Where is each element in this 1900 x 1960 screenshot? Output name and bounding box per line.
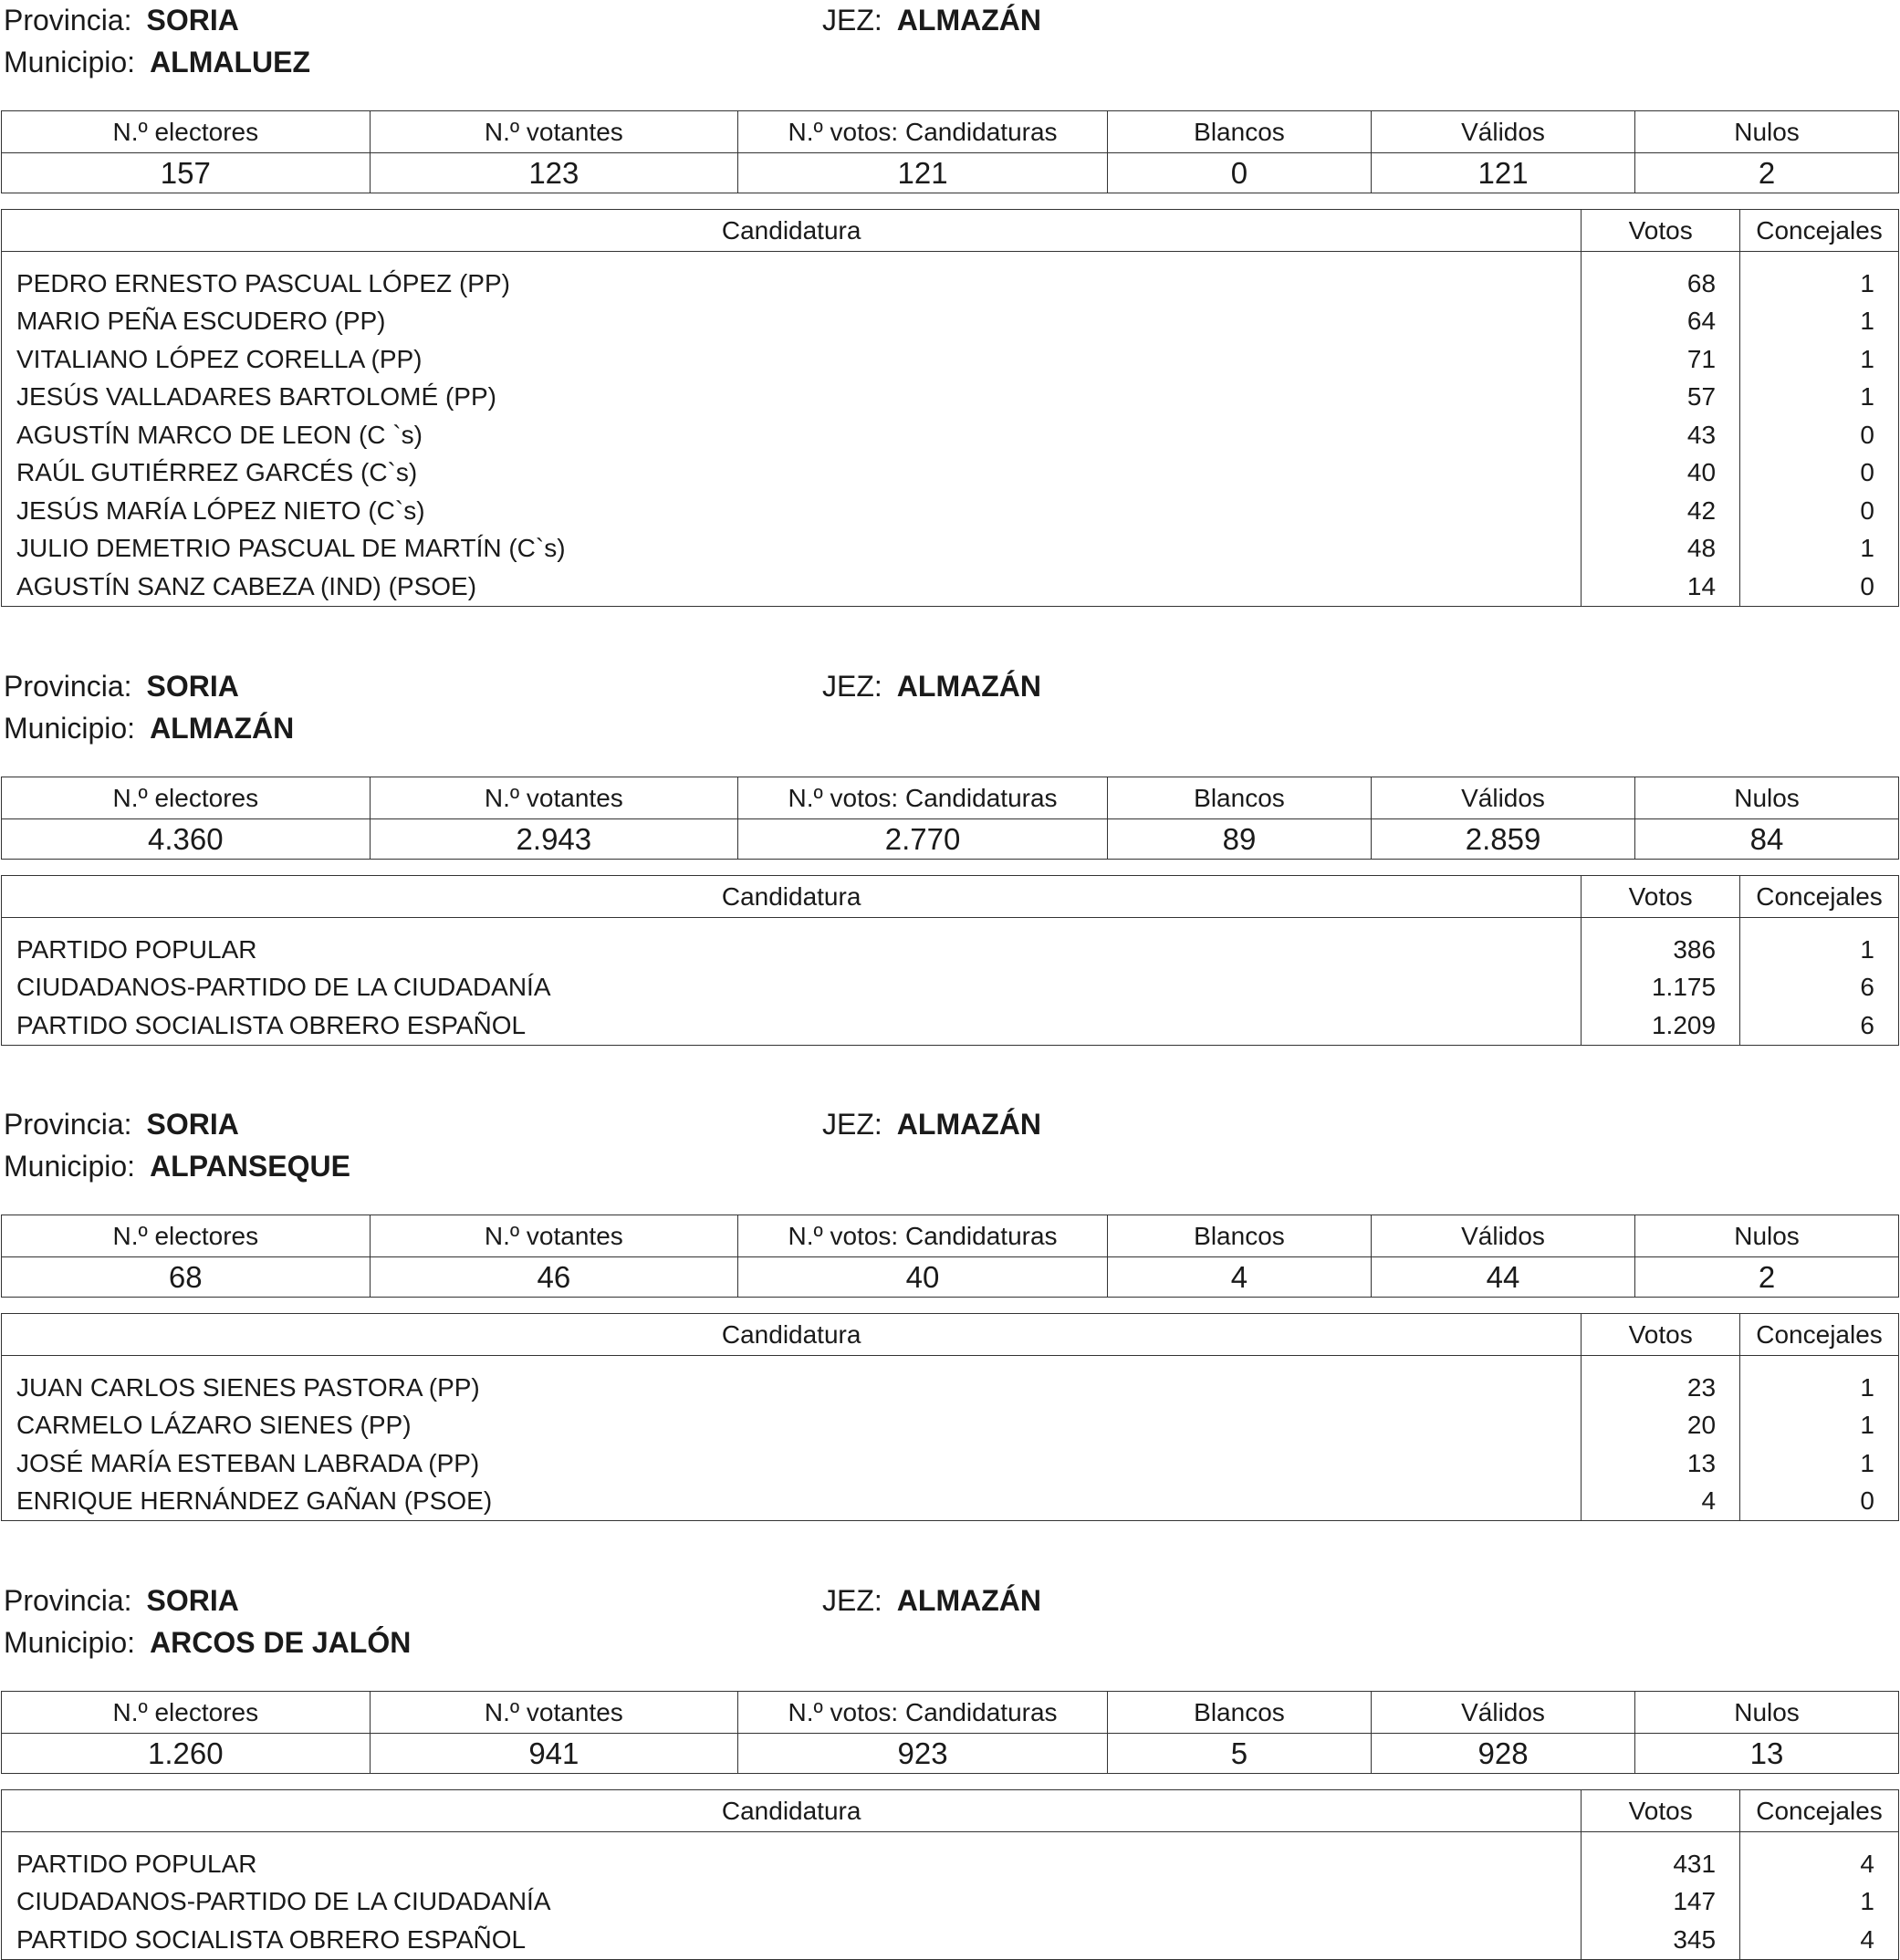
candidate-seats: 4: [1740, 1832, 1899, 1883]
candidate-votes: 57: [1582, 379, 1740, 417]
candidate-seats: 1: [1740, 1356, 1899, 1407]
jez-line: [822, 4, 1041, 36]
table-row: [2, 969, 1899, 1007]
summary-value-electores: 157: [2, 153, 371, 193]
municipio-value: ARCOS DE JALÓN: [150, 1626, 412, 1659]
summary-value-votos_cand: 923: [738, 1734, 1108, 1774]
table-row: [2, 1444, 1899, 1483]
summary-value-votos_cand: 121: [738, 153, 1108, 193]
column-header-candidatura: Candidatura: [2, 1790, 1582, 1832]
table-row: [2, 454, 1899, 493]
summary-header-validos: Válidos: [1372, 111, 1635, 153]
jez-line: [822, 1584, 1041, 1617]
summary-value-validos: 121: [1372, 153, 1635, 193]
summary-value-nulos: 2: [1635, 1257, 1899, 1298]
municipio-value: ALMALUEZ: [150, 46, 311, 78]
candidate-seats: 1: [1740, 379, 1899, 417]
column-header-concejales: Concejales: [1740, 876, 1899, 918]
summary-header-votantes: N.º votantes: [370, 1215, 738, 1257]
candidate-votes: 13: [1582, 1444, 1740, 1483]
provincia-line: [4, 1108, 239, 1141]
table-row: [2, 1483, 1899, 1521]
candidate-name: JESÚS VALLADARES BARTOLOMÉ (PP): [2, 379, 1582, 417]
candidate-name: JOSÉ MARÍA ESTEBAN LABRADA (PP): [2, 1444, 1582, 1483]
candidate-votes: 4: [1582, 1483, 1740, 1521]
summary-header-blancos: Blancos: [1107, 777, 1371, 819]
summary-header-electores: N.º electores: [2, 111, 371, 153]
summary-header-nulos: Nulos: [1635, 777, 1899, 819]
jez-line: [822, 1108, 1041, 1141]
summary-value-votantes: 46: [370, 1257, 738, 1298]
candidate-name: VITALIANO LÓPEZ CORELLA (PP): [2, 340, 1582, 379]
provincia-line: [4, 670, 239, 703]
table-row: [2, 379, 1899, 417]
candidate-seats: 1: [1740, 530, 1899, 568]
candidate-votes: 64: [1582, 303, 1740, 341]
table-row: [2, 1832, 1899, 1883]
candidate-seats: 1: [1740, 252, 1899, 303]
candidate-seats: 1: [1740, 340, 1899, 379]
summary-header-validos: Válidos: [1372, 1215, 1635, 1257]
jez-value: ALMAZÁN: [896, 1584, 1041, 1617]
summary-header-electores: N.º electores: [2, 777, 371, 819]
candidate-votes: 71: [1582, 340, 1740, 379]
candidate-name: PARTIDO POPULAR: [2, 918, 1582, 969]
provincia-label: Provincia:: [4, 4, 132, 36]
column-header-votos: Votos: [1582, 876, 1740, 918]
candidate-name: CIUDADANOS-PARTIDO DE LA CIUDADANÍA: [2, 1883, 1582, 1922]
summary-value-validos: 2.859: [1372, 819, 1635, 860]
municipio-label: Municipio:: [4, 1150, 136, 1183]
summary-header-votos_cand: N.º votos: Candidaturas: [738, 1215, 1108, 1257]
summary-value-nulos: 2: [1635, 153, 1899, 193]
summary-value-votantes: 2.943: [370, 819, 738, 860]
table-row: [2, 303, 1899, 341]
candidate-votes: 42: [1582, 492, 1740, 530]
summary-header-votantes: N.º votantes: [370, 777, 738, 819]
candidate-name: RAÚL GUTIÉRREZ GARCÉS (C`s): [2, 454, 1582, 493]
municipio-line: [4, 712, 294, 745]
candidate-name: PARTIDO POPULAR: [2, 1832, 1582, 1883]
candidates-table: [1, 1313, 1899, 1521]
provincia-value: SORIA: [146, 670, 239, 703]
table-row: [2, 1407, 1899, 1445]
summary-value-nulos: 84: [1635, 819, 1899, 860]
candidate-votes: 40: [1582, 454, 1740, 493]
candidate-votes: 48: [1582, 530, 1740, 568]
summary-value-votos_cand: 2.770: [738, 819, 1108, 860]
summary-value-votantes: 123: [370, 153, 738, 193]
summary-value-blancos: 0: [1107, 153, 1371, 193]
column-header-votos: Votos: [1582, 1314, 1740, 1356]
candidate-name: MARIO PEÑA ESCUDERO (PP): [2, 303, 1582, 341]
summary-value-electores: 68: [2, 1257, 371, 1298]
summary-table: [1, 1215, 1899, 1298]
candidate-votes: 23: [1582, 1356, 1740, 1407]
candidate-seats: 1: [1740, 1444, 1899, 1483]
candidate-seats: 0: [1740, 492, 1899, 530]
candidate-votes: 386: [1582, 918, 1740, 969]
jez-label: JEZ:: [822, 670, 882, 703]
column-header-concejales: Concejales: [1740, 210, 1899, 252]
table-row: [2, 568, 1899, 606]
summary-table: [1, 777, 1899, 860]
candidate-votes: 147: [1582, 1883, 1740, 1922]
candidate-votes: 68: [1582, 252, 1740, 303]
provincia-value: SORIA: [146, 4, 239, 36]
summary-header-votos_cand: N.º votos: Candidaturas: [738, 111, 1108, 153]
summary-value-validos: 44: [1372, 1257, 1635, 1298]
column-header-votos: Votos: [1582, 210, 1740, 252]
candidates-table: [1, 1789, 1899, 1960]
summary-value-validos: 928: [1372, 1734, 1635, 1774]
table-row: [2, 1883, 1899, 1922]
candidate-seats: 1: [1740, 1407, 1899, 1445]
candidate-votes: 14: [1582, 568, 1740, 606]
summary-header-blancos: Blancos: [1107, 111, 1371, 153]
candidate-seats: 0: [1740, 568, 1899, 606]
table-row: [2, 252, 1899, 303]
jez-label: JEZ:: [822, 1108, 882, 1141]
summary-value-blancos: 5: [1107, 1734, 1371, 1774]
table-row: [2, 1356, 1899, 1407]
table-row: [2, 530, 1899, 568]
provincia-line: [4, 1584, 239, 1617]
jez-label: JEZ:: [822, 1584, 882, 1617]
candidate-seats: 1: [1740, 303, 1899, 341]
summary-value-votos_cand: 40: [738, 1257, 1108, 1298]
summary-table: [1, 1691, 1899, 1774]
candidate-seats: 0: [1740, 416, 1899, 454]
summary-header-votos_cand: N.º votos: Candidaturas: [738, 1692, 1108, 1734]
candidate-name: PARTIDO SOCIALISTA OBRERO ESPAÑOL: [2, 1921, 1582, 1959]
municipio-line: [4, 1150, 350, 1183]
candidate-name: JESÚS MARÍA LÓPEZ NIETO (C`s): [2, 492, 1582, 530]
provincia-value: SORIA: [146, 1108, 239, 1141]
summary-header-electores: N.º electores: [2, 1692, 371, 1734]
jez-label: JEZ:: [822, 4, 882, 36]
jez-value: ALMAZÁN: [896, 1108, 1041, 1141]
summary-header-blancos: Blancos: [1107, 1692, 1371, 1734]
column-header-candidatura: Candidatura: [2, 1314, 1582, 1356]
candidate-name: AGUSTÍN SANZ CABEZA (IND) (PSOE): [2, 568, 1582, 606]
candidate-votes: 431: [1582, 1832, 1740, 1883]
candidate-votes: 1.175: [1582, 969, 1740, 1007]
provincia-line: [4, 4, 239, 36]
municipio-line: [4, 46, 310, 78]
table-row: [2, 492, 1899, 530]
jez-line: [822, 670, 1041, 703]
candidate-seats: 1: [1740, 1883, 1899, 1922]
provincia-label: Provincia:: [4, 1108, 132, 1141]
candidate-name: AGUSTÍN MARCO DE LEON (C `s): [2, 416, 1582, 454]
summary-header-votos_cand: N.º votos: Candidaturas: [738, 777, 1108, 819]
table-row: [2, 918, 1899, 969]
column-header-votos: Votos: [1582, 1790, 1740, 1832]
column-header-concejales: Concejales: [1740, 1314, 1899, 1356]
summary-value-blancos: 89: [1107, 819, 1371, 860]
candidate-votes: 20: [1582, 1407, 1740, 1445]
candidate-name: PEDRO ERNESTO PASCUAL LÓPEZ (PP): [2, 252, 1582, 303]
candidates-table: [1, 875, 1899, 1046]
candidate-votes: 1.209: [1582, 1006, 1740, 1045]
candidate-seats: 0: [1740, 454, 1899, 493]
summary-header-nulos: Nulos: [1635, 1692, 1899, 1734]
summary-header-blancos: Blancos: [1107, 1215, 1371, 1257]
table-row: [2, 340, 1899, 379]
candidate-name: CARMELO LÁZARO SIENES (PP): [2, 1407, 1582, 1445]
summary-header-votantes: N.º votantes: [370, 111, 738, 153]
summary-value-blancos: 4: [1107, 1257, 1371, 1298]
column-header-candidatura: Candidatura: [2, 876, 1582, 918]
summary-header-nulos: Nulos: [1635, 111, 1899, 153]
jez-value: ALMAZÁN: [896, 670, 1041, 703]
jez-value: ALMAZÁN: [896, 4, 1041, 36]
candidate-seats: 4: [1740, 1921, 1899, 1959]
summary-value-votantes: 941: [370, 1734, 738, 1774]
summary-value-electores: 4.360: [2, 819, 371, 860]
municipio-label: Municipio:: [4, 712, 136, 745]
provincia-value: SORIA: [146, 1584, 239, 1617]
municipio-line: [4, 1626, 411, 1659]
summary-header-electores: N.º electores: [2, 1215, 371, 1257]
summary-header-validos: Válidos: [1372, 777, 1635, 819]
candidate-name: JULIO DEMETRIO PASCUAL DE MARTÍN (C`s): [2, 530, 1582, 568]
column-header-concejales: Concejales: [1740, 1790, 1899, 1832]
municipio-value: ALMAZÁN: [150, 712, 295, 745]
candidates-table: [1, 209, 1899, 607]
provincia-label: Provincia:: [4, 1584, 132, 1617]
municipio-label: Municipio:: [4, 46, 136, 78]
candidate-seats: 1: [1740, 918, 1899, 969]
table-row: [2, 416, 1899, 454]
candidate-name: PARTIDO SOCIALISTA OBRERO ESPAÑOL: [2, 1006, 1582, 1045]
summary-table: [1, 110, 1899, 193]
provincia-label: Provincia:: [4, 670, 132, 703]
candidate-votes: 43: [1582, 416, 1740, 454]
candidate-seats: 6: [1740, 1006, 1899, 1045]
candidate-name: CIUDADANOS-PARTIDO DE LA CIUDADANÍA: [2, 969, 1582, 1007]
summary-header-validos: Válidos: [1372, 1692, 1635, 1734]
candidate-votes: 345: [1582, 1921, 1740, 1959]
municipio-value: ALPANSEQUE: [150, 1150, 350, 1183]
summary-header-votantes: N.º votantes: [370, 1692, 738, 1734]
candidate-seats: 0: [1740, 1483, 1899, 1521]
candidate-name: JUAN CARLOS SIENES PASTORA (PP): [2, 1356, 1582, 1407]
municipio-label: Municipio:: [4, 1626, 136, 1659]
column-header-candidatura: Candidatura: [2, 210, 1582, 252]
summary-value-nulos: 13: [1635, 1734, 1899, 1774]
summary-value-electores: 1.260: [2, 1734, 371, 1774]
candidate-name: ENRIQUE HERNÁNDEZ GAÑAN (PSOE): [2, 1483, 1582, 1521]
candidate-seats: 6: [1740, 969, 1899, 1007]
summary-header-nulos: Nulos: [1635, 1215, 1899, 1257]
table-row: [2, 1006, 1899, 1045]
table-row: [2, 1921, 1899, 1959]
